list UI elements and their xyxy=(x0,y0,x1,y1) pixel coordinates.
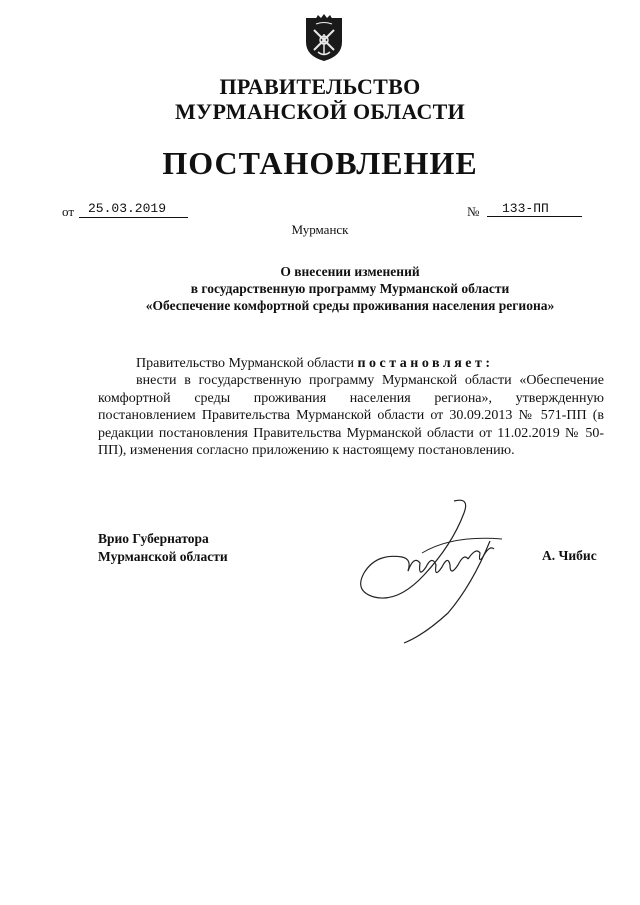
handwritten-signature xyxy=(352,495,517,650)
city: Мурманск xyxy=(291,222,349,237)
decree-word: постановляет: xyxy=(357,356,494,371)
coat-of-arms-icon xyxy=(304,12,344,62)
document-subject xyxy=(0,263,640,314)
signer-title-line-2: Мурманской области xyxy=(98,549,228,564)
number-prefix: № xyxy=(467,204,480,219)
intro-line xyxy=(98,355,604,372)
government-line-1: ПРАВИТЕЛЬСТВО xyxy=(219,74,421,99)
date-prefix: от xyxy=(62,204,75,219)
decree-paragraph: внести в государственную программу Мурманской области «Обеспечение комфортной среды проживания населения региона», утвержденную постановлением Правительства Мурманской области от 30.09.2013 № 571-ПП (в редакции постановления Правительства Мурманской области от 11.02.2019 № 50-ПП), изменения согласно приложению к настоящему постановлению. xyxy=(98,373,604,459)
signer-title-line-1: Врио Губернатора xyxy=(98,531,209,546)
document-number: 133-ПП xyxy=(487,201,582,217)
subject-line-1: О внесении изменений xyxy=(280,264,420,279)
document-date: 25.03.2019 xyxy=(79,201,188,218)
signer-title xyxy=(98,530,228,566)
intro-text: Правительство Мурманской области xyxy=(136,356,358,371)
document-body xyxy=(98,355,604,459)
signer-name: А. Чибис xyxy=(542,548,597,563)
subject-line-3: «Обеспечение комфортной среды проживания населения региона» xyxy=(145,298,555,313)
subject-line-2: в государственную программу Мурманской области xyxy=(190,281,510,296)
government-title xyxy=(0,74,640,124)
government-line-2: МУРМАНСКОЙ ОБЛАСТИ xyxy=(174,99,466,124)
date-number-row xyxy=(62,201,592,221)
document-type: ПОСТАНОВЛЕНИЕ xyxy=(162,145,478,181)
